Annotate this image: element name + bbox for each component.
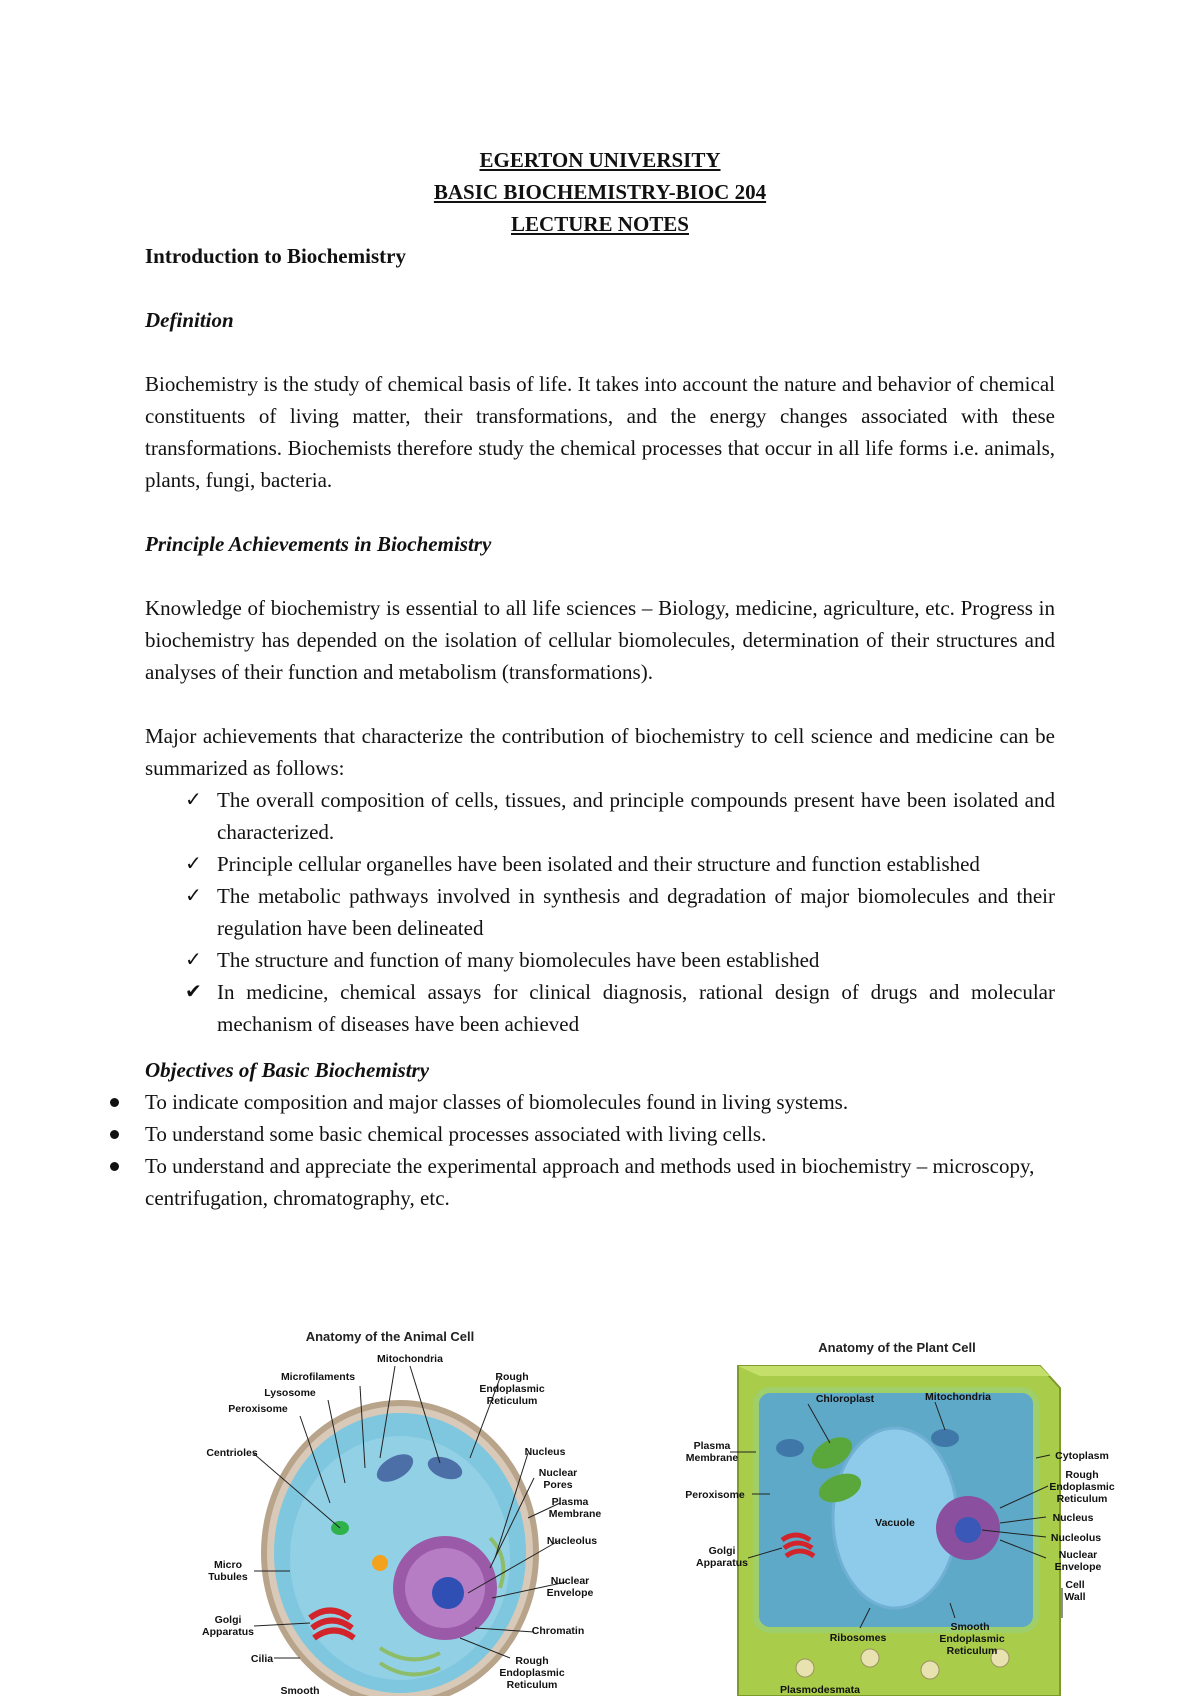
plant-cell-title: Anatomy of the Plant Cell (818, 1340, 976, 1355)
achievements-heading: Principle Achievements in Biochemistry (145, 532, 492, 556)
svg-text:Peroxisome: Peroxisome (685, 1489, 745, 1501)
svg-text:Ribosomes: Ribosomes (829, 1632, 887, 1644)
svg-text:Micro: Micro (213, 1559, 243, 1571)
plant-cell-figure (685, 1340, 1115, 1696)
svg-text:Rough: Rough (515, 1655, 549, 1667)
svg-text:Envelope: Envelope (1054, 1561, 1102, 1573)
definition-paragraph: Biochemistry is the study of chemical basis of life. It takes into account the nature and behavior of chemical constituents of living matter, their transformations, and the energy changes associated with these transformations. Biochemists therefore study the chemical processes that occur in all life forms i.e. animals, plants, fungi, bacteria. (145, 372, 1055, 492)
bullet-icon (110, 1098, 119, 1107)
svg-text:Vacuole: Vacuole (875, 1517, 915, 1529)
list-item: ✓ The overall composition of cells, tissues, and principle compounds present have been isolated and characterized. (185, 784, 1055, 848)
svg-text:Envelope: Envelope (546, 1587, 594, 1599)
animal-cell-figure (202, 1329, 601, 1696)
achievements-list (145, 784, 1055, 1040)
animal-nucleolus (432, 1577, 464, 1609)
svg-text:Plasmodesmata: Plasmodesmata (780, 1684, 860, 1696)
svg-text:Nucleus: Nucleus (524, 1446, 566, 1458)
checkmark-icon: ✓ (185, 949, 202, 971)
document-body (145, 144, 1055, 1214)
svg-text:Nucleolus: Nucleolus (546, 1535, 598, 1547)
list-item: ✓ The metabolic pathways involved in synthesis and degradation of major biomolecules and their regulation have been delineated (185, 880, 1055, 944)
svg-text:Plasma: Plasma (693, 1440, 731, 1452)
list-item: ✓ Principle cellular organelles have been isolated and their structure and function established (185, 848, 1055, 880)
list-item: To indicate composition and major classes of biomolecules found in living systems. (145, 1086, 1055, 1118)
svg-text:Golgi: Golgi (214, 1614, 242, 1626)
svg-text:Cilia: Cilia (250, 1653, 274, 1665)
svg-text:Endoplasmic: Endoplasmic (499, 1667, 565, 1679)
university-title: EGERTON UNIVERSITY (479, 148, 721, 172)
intro-heading: Introduction to Biochemistry (145, 244, 406, 268)
course-title: BASIC BIOCHEMISTRY-BIOC 204 (433, 180, 767, 204)
achievements-paragraph-2: Major achievements that characterize the contribution of biochemistry to cell science and medicine can be summarized as follows: (145, 724, 1055, 780)
svg-text:Reticulum: Reticulum (486, 1395, 538, 1407)
svg-text:Centrioles: Centrioles (206, 1447, 258, 1459)
bullet-icon (110, 1162, 119, 1171)
svg-text:Cell: Cell (1065, 1579, 1085, 1591)
svg-text:Endoplasmic: Endoplasmic (479, 1383, 545, 1395)
checkmark-icon: ✔ (185, 981, 202, 1003)
svg-text:Endoplasmic: Endoplasmic (939, 1633, 1005, 1645)
svg-text:Rough: Rough (1065, 1469, 1099, 1481)
svg-text:Apparatus: Apparatus (696, 1557, 748, 1569)
svg-text:Microfilaments: Microfilaments (280, 1371, 356, 1383)
objectives-heading: Objectives of Basic Biochemistry (145, 1058, 430, 1082)
svg-text:Wall: Wall (1064, 1591, 1086, 1603)
objectives-list (145, 1086, 1055, 1214)
cell-diagrams (0, 1318, 1200, 1696)
list-item: To understand and appreciate the experimental approach and methods used in biochemistry – microscopy, centrifugation, chromatography, etc. (145, 1150, 1055, 1214)
svg-text:Reticulum: Reticulum (506, 1679, 558, 1691)
definition-heading: Definition (145, 308, 234, 332)
svg-text:Chromatin: Chromatin (531, 1625, 585, 1637)
svg-text:Apparatus: Apparatus (202, 1626, 254, 1638)
svg-text:Endoplasmic: Endoplasmic (1049, 1481, 1115, 1493)
list-item: ✓ The structure and function of many biomolecules have been established (185, 944, 1055, 976)
list-item: ✔ In medicine, chemical assays for clinical diagnosis, rational design of drugs and molecular mechanism of diseases have been achieved (185, 976, 1055, 1040)
svg-text:Nucleolus: Nucleolus (1050, 1532, 1102, 1544)
checkmark-icon: ✓ (185, 885, 202, 907)
svg-text:Rough: Rough (495, 1371, 529, 1383)
animal-cell-title: Anatomy of the Animal Cell (305, 1329, 475, 1344)
doc-type-title: LECTURE NOTES (511, 212, 689, 236)
svg-text:Pores: Pores (543, 1479, 573, 1491)
checkmark-icon: ✓ (185, 789, 202, 811)
list-item: To understand some basic chemical processes associated with living cells. (145, 1118, 1055, 1150)
bullet-icon (110, 1130, 119, 1139)
svg-text:Membrane: Membrane (548, 1508, 602, 1520)
svg-text:Nuclear: Nuclear (550, 1575, 590, 1587)
svg-text:Reticulum: Reticulum (1056, 1493, 1108, 1505)
svg-text:Tubules: Tubules (208, 1571, 248, 1583)
svg-text:Chloroplast: Chloroplast (815, 1393, 875, 1405)
svg-text:Lysosome: Lysosome (264, 1387, 316, 1399)
svg-text:Membrane: Membrane (685, 1452, 739, 1464)
svg-text:Golgi: Golgi (708, 1545, 736, 1557)
svg-text:Smooth: Smooth (950, 1621, 990, 1633)
svg-text:Peroxisome: Peroxisome (228, 1403, 288, 1415)
svg-text:Reticulum: Reticulum (946, 1645, 998, 1657)
svg-text:Nucleus: Nucleus (1052, 1512, 1094, 1524)
svg-text:Plasma: Plasma (551, 1496, 589, 1508)
svg-text:Mitochondria: Mitochondria (925, 1391, 991, 1403)
cell-figures (0, 1318, 1200, 1696)
svg-text:Nuclear: Nuclear (1058, 1549, 1098, 1561)
svg-text:Cytoplasm: Cytoplasm (1055, 1450, 1109, 1462)
achievements-paragraph-1: Knowledge of biochemistry is essential to all life sciences – Biology, medicine, agriculture, etc. Progress in biochemistry has depended on the isolation of cellular biomolecules, determination of their structures and analyses of their function and metabolism (transformations). (145, 596, 1055, 684)
svg-text:Mitochondria: Mitochondria (377, 1353, 443, 1365)
checkmark-icon: ✓ (185, 853, 202, 875)
svg-text:Smooth: Smooth (280, 1685, 320, 1696)
svg-text:Nuclear: Nuclear (538, 1467, 578, 1479)
